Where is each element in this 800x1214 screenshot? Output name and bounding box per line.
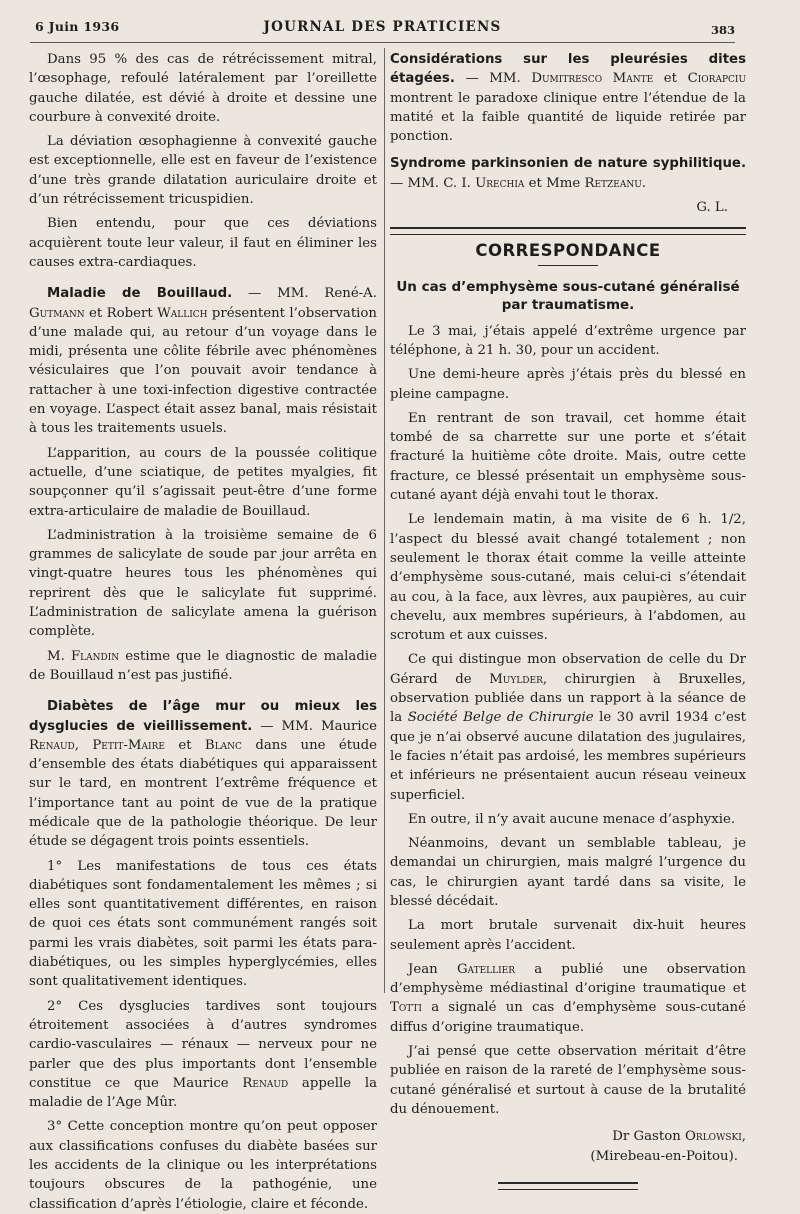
section-title: Considérations sur les pleurésies dites étagées.	[390, 52, 746, 87]
section-bouillaud: Maladie de Bouillaud. — MM. René-A. Gutmann et Robert Wallich présentent l’observation d’une malade qui, au retour d’un voyage dans le midi, présenta une côlite fébrile avec phénomènes vésiculaires que l’on pouvait avoir tendance à rattacher à une toxi-infection digestive contractée en voyage. L’aspect était assez banal, mais résistait à tous les traitements usuels.	[29, 286, 378, 437]
author-name: Muylder	[489, 671, 543, 687]
paragraph: Le 3 mai, j’étais appelé d’extrême urgence par téléphone, à 21 h. 30, pour un accident.	[390, 323, 746, 358]
author-name: Ciorapciu	[687, 71, 747, 87]
author-name: Blanc	[204, 737, 242, 753]
section-pleurisy: Considérations sur les pleurésies dites étagées. — MM. Dumitresco Mante et Ciorapciu montrent le paradoxe clinique entre l’étendue de la matité et la faible quantité de liquide retirée par ponction.	[390, 52, 747, 145]
paragraph: Le lendemain matin, à ma visite de 6 h. 1/2, l’aspect du blessé avait changé totalement ; non seulement le thorax était comme la veille atteinte d’emphysème sous-cutané, mais celui-ci s’étendait au cou, à la face, aux lèvres, aux paupières, au cuir chevelu, aux membres supérieurs, à l’abdomen, au scrotum et aux cuisses.	[390, 512, 746, 644]
signature: Dr Gaston Orlowski, (Mirebeau-en-Poitou).	[590, 1129, 746, 1164]
author-name: Dumitresco Mante	[531, 71, 654, 87]
author-name: Petit-Maire	[92, 737, 165, 753]
paragraph: Néanmoins, devant un semblable tableau, je demandai un chirurgien, mais malgré l’urgence du cas, le chirurgien ayant tardé dans sa visite, le blessé décédait.	[390, 836, 746, 909]
left-column	[29, 50, 378, 1212]
paragraph: En outre, il n’y avait aucune menace d’asphyxie.	[408, 811, 736, 827]
author-name: Renaud	[242, 1075, 289, 1091]
paragraph: 3° Cette conception montre qu’on peut opposer aux classifications confuses du diabète basées sur les accidents de la clinique ou les interprétations toujours obscures de la pathogénie, une classification d’après l’étiologie, claire et féconde.	[29, 1119, 377, 1212]
paragraph: Ce qui distingue mon observation de celle du Dr Gérard de Muylder, chirurgien à Bruxelles, observation publiée dans un rapport à la séance de la Société Belge de Chirurgie le 30 avril 1934 c’est que je n’ai observé aucune dilatation des jugulaires, le facies n’était pas ardoisé, les membres supérieurs et inférieurs ne présentaient aucun réseau veineux superficiel.	[390, 652, 746, 803]
paragraph: Une demi-heure après j’étais près du blessé en pleine campagne.	[390, 367, 746, 402]
section-rule	[390, 227, 746, 235]
author-name: Gutmann	[29, 305, 85, 321]
paragraph: En rentrant de son travail, cet homme était tombé de sa charrette sur une porte et s’était fracturé la huitième côte droite. Mais, outre cette fracture, ce blessé présentait un emphysème sous-cutané ayant déjà envahi tout le thorax.	[390, 410, 746, 504]
end-rule	[498, 1182, 638, 1190]
paragraph: La déviation œsophagienne à convexité gauche est exceptionnelle, elle est en faveur de l’existence d’une très grande dilatation auriculaire droite et d’un rétrécissement tricuspidien.	[29, 134, 377, 208]
author-name: Orlowski,	[685, 1129, 746, 1145]
section-title: Diabètes de l’âge mur ou mieux les dysglucies de vieillissement.	[29, 699, 377, 734]
page-header	[30, 14, 735, 43]
article-title: Un cas d’emphysème sous-cutané généralisé par traumatisme.	[396, 278, 740, 313]
author-name: Wallich	[157, 305, 208, 321]
signature-place: (Mirebeau-en-Poitou).	[590, 1148, 738, 1164]
paragraph: J’ai pensé que cette observation méritait d’être publiée en raison de la rareté de l’emphysème sous-cutané généralisé et surtout à cause de la brutalité du dénouement.	[390, 1044, 746, 1117]
section-title: Maladie de Bouillaud.	[47, 286, 233, 302]
header-date: 6 Juin 1936	[35, 19, 120, 34]
author-name: Renaud	[29, 737, 75, 753]
correspondence-heading: CORRESPONDANCE	[475, 241, 661, 261]
right-column	[390, 50, 747, 1164]
paragraph: Bien entendu, pour que ces déviations acquièrent toute leur valeur, il faut en éliminer les causes extra-cardiaques.	[29, 216, 377, 270]
page-number: 383	[710, 23, 735, 37]
paragraph: 2° Ces dysglucies tardives sont toujours étroitement associées à d’autres syndromes cardio-vasculaires — rénaux — nerveux pour ne parler que des plus importants dont l’ensemble constitue ce que Maurice Renaud appelle la maladie de l’Age Mûr.	[29, 998, 378, 1111]
paragraph: La mort brutale survenait dix-huit heures seulement après l’accident.	[390, 918, 746, 953]
paragraph: Jean Gatellier a publié une observation d’emphysème médiastinal d’origine traumatique et Totti a signalé un cas d’emphysème sous-cutané diffus d’origine traumatique.	[390, 961, 746, 1035]
section-diabetes: Diabètes de l’âge mur ou mieux les dysglucies de vieillissement. — MM. Maurice Renaud, Petit-Maire et Blanc dans une étude d’ensemble des états diabétiques qui apparaissent sur le tard, en montrent l’extrême fréquence et l’importance tant au point de vue de la pratique médicale que de la pathologie théorique. De leur étude se dégagent trois points essentiels.	[29, 699, 378, 850]
paragraph: M. Flandin estime que le diagnostic de maladie de Bouillaud n’est pas justifié.	[29, 648, 377, 683]
column-divider	[384, 48, 385, 993]
section-parkinson: Syndrome parkinsonien de nature syphilitique. — MM. C. I. Urechia et Mme Retzeanu.	[390, 156, 746, 191]
author-name: Gatellier	[456, 961, 515, 977]
header-journal-title: JOURNAL DES PRATICIENS	[263, 19, 502, 35]
paragraph: 1° Les manifestations de tous ces états diabétiques sont fondamentalement les mêmes ; si elles sont quantitativement différentes, en raison de quoi ces états sont communément rangés soit parmi les vrais diabètes, soit parmi les états para-diabétiques, ou les simples hyperglycémies, elles sont qualitativement identiques.	[29, 858, 377, 990]
author-name: Retzeanu	[584, 175, 642, 191]
paragraph: L’administration à la troisième semaine de 6 grammes de salicylate de soude par jour arrêta en vingt-quatre heures tous les phénomènes qui reprirent dès que le salicylate fut supprimé. L’administration de salicylate amena la guérison complète.	[29, 527, 377, 640]
author-name: Flandin	[70, 648, 120, 664]
author-name: Totti	[390, 1000, 422, 1016]
author-initials: G. L.	[696, 200, 728, 216]
paragraph: Dans 95 % des cas de rétrécissement mitral, l’œsophage, refoulé latéralement par l’oreillette gauche dilatée, est dévié à droite et dessine une courbure à convexité droite.	[29, 52, 377, 125]
paragraph: L’apparition, au cours de la poussée colitique actuelle, d’une sciatique, de petites myalgies, fit soupçonner qu’il s’agissait peut-être d’une forme extra-articulaire de maladie de Bouillaud.	[29, 445, 377, 519]
journal-name: Société Belge de Chirurgie	[407, 710, 594, 726]
section-title: Syndrome parkinsonien de nature syphilitique.	[390, 156, 746, 172]
author-name: Urechia	[475, 175, 525, 191]
heading-underline	[538, 265, 598, 266]
